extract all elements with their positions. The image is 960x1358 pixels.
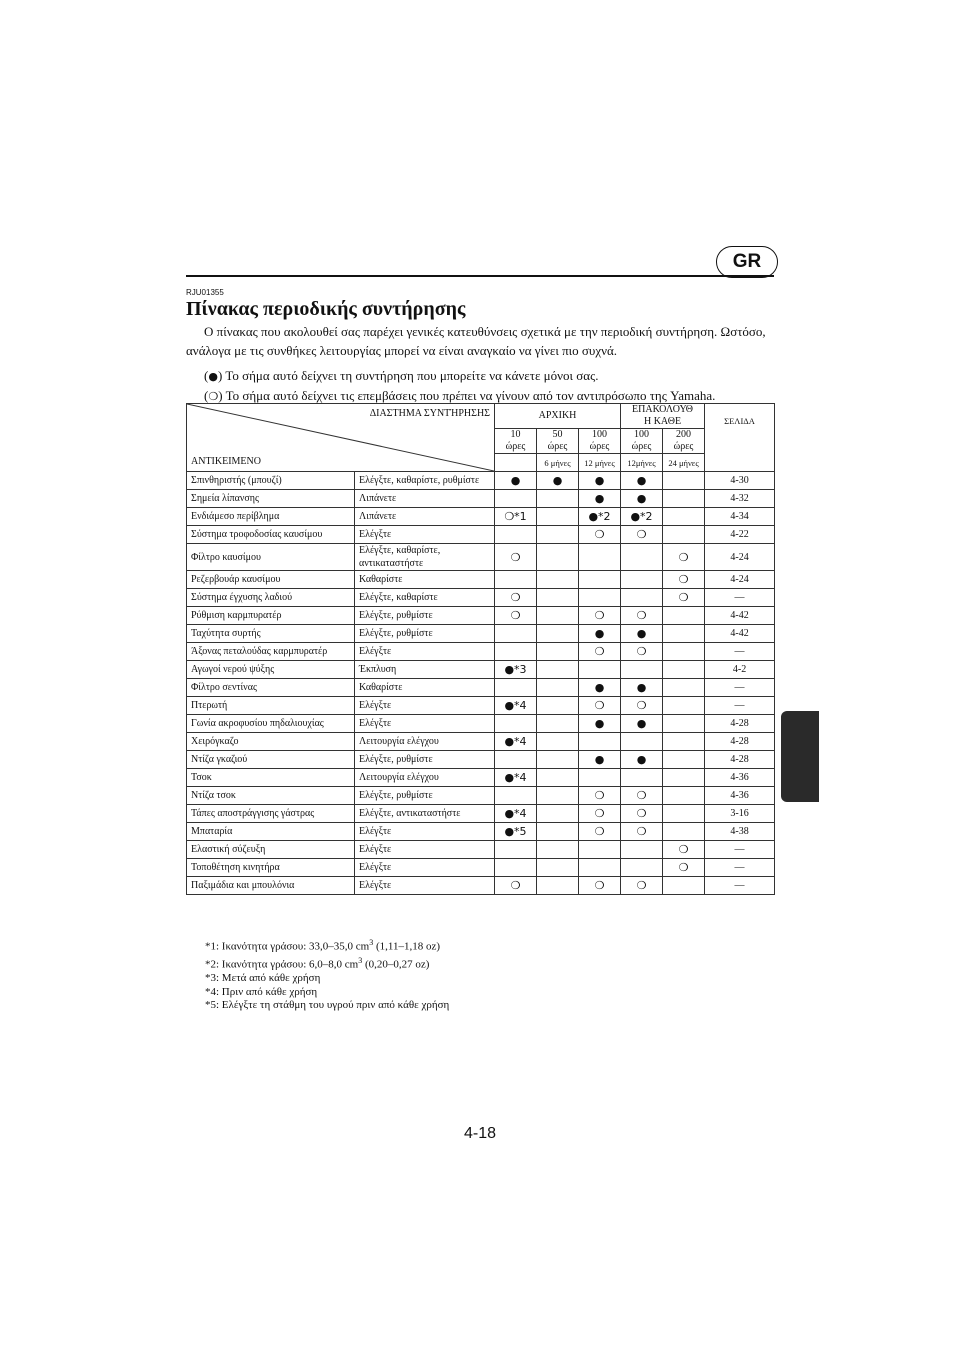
table-row: [187, 472, 775, 490]
interval-cell: ❍: [621, 805, 663, 823]
filled-circle-icon: ●: [208, 370, 218, 383]
row-page: 4-42: [705, 607, 775, 625]
interval-cell: [537, 571, 579, 589]
row-action: Λιπάνετε: [355, 508, 495, 526]
interval-cell: ❍: [495, 607, 537, 625]
interval-cell: [663, 805, 705, 823]
table-row: [187, 787, 775, 805]
section-tab: [781, 711, 819, 802]
row-action: Ελέγξτε, ρυθμίστε: [355, 607, 495, 625]
interval-cell: [537, 877, 579, 895]
interval-cell: [495, 571, 537, 589]
header-rule: [186, 275, 774, 277]
row-action: Ελέγξτε, καθαρίστε, αντικαταστήστε: [355, 544, 495, 571]
row-action: Ελέγξτε: [355, 841, 495, 859]
legend-filled: (●) Το σήμα αυτό δείχνει τη συντήρηση που μπορείτε να κάνετε μόνοι σας.: [204, 368, 599, 383]
row-item: Παξιμάδια και μπουλόνια: [187, 877, 355, 895]
interval-cell: ❍: [579, 823, 621, 841]
row-item: Σύστημα τροφοδοσίας καυσίμου: [187, 526, 355, 544]
interval-cell: [663, 715, 705, 733]
interval-cell: ●: [621, 490, 663, 508]
footnote-2: *2: Ικανότητα γράσου: 6,0–8,0 cm$^3$ (0,20–0,27 oz): [205, 956, 430, 971]
row-item: Ρύθμιση καρμπυρατέρ: [187, 607, 355, 625]
interval-cell: ❍: [621, 787, 663, 805]
interval-cell: [621, 661, 663, 679]
table-row: [187, 823, 775, 841]
interval-cell: [579, 769, 621, 787]
interval-cell: [537, 715, 579, 733]
interval-cell: [537, 607, 579, 625]
hours-header-1: 50 ώρες: [537, 429, 579, 454]
language-badge: GR: [716, 246, 778, 278]
row-page: 4-28: [705, 733, 775, 751]
row-item: Φίλτρο καυσίμου: [187, 544, 355, 571]
interval-cell: ❍: [579, 787, 621, 805]
months-header-1: 12 μήνες: [579, 454, 621, 472]
table-body: [187, 472, 775, 895]
row-page: 4-42: [705, 625, 775, 643]
interval-cell: ●: [579, 490, 621, 508]
interval-cell: [495, 625, 537, 643]
row-action: Ελέγξτε, ρυθμίστε: [355, 751, 495, 769]
interval-cell: [537, 508, 579, 526]
row-page: —: [705, 589, 775, 607]
interval-cell: [537, 589, 579, 607]
row-item: Τσοκ: [187, 769, 355, 787]
months-blank: [495, 454, 537, 472]
row-item: Τοποθέτηση κινητήρα: [187, 859, 355, 877]
group-every-line1: ΕΠΑΚΟΛΟΥΘ: [632, 404, 693, 415]
table-row: [187, 490, 775, 508]
footnote-1: *1: Ικανότητα γράσου: 33,0–35,0 cm$^3$ (1,11–1,18 oz): [205, 938, 441, 953]
interval-cell: [663, 769, 705, 787]
row-page: 4-30: [705, 472, 775, 490]
table-row: [187, 625, 775, 643]
interval-cell: [537, 823, 579, 841]
interval-cell: [663, 877, 705, 895]
interval-cell: [495, 859, 537, 877]
interval-cell: [663, 787, 705, 805]
interval-cell: [621, 733, 663, 751]
interval-cell: [537, 697, 579, 715]
interval-cell: ●*5: [495, 823, 537, 841]
row-action: Καθαρίστε: [355, 571, 495, 589]
interval-cell: ●*4: [495, 733, 537, 751]
interval-cell: [537, 787, 579, 805]
interval-cell: ●: [579, 625, 621, 643]
months-header-3: 24 μήνες: [663, 454, 705, 472]
group-initial: ΑΡΧΙΚΗ: [495, 404, 621, 429]
table-row: [187, 733, 775, 751]
interval-cell: [495, 643, 537, 661]
row-page: —: [705, 877, 775, 895]
row-page: —: [705, 841, 775, 859]
hours-header-0: 10 ώρες: [495, 429, 537, 454]
row-page: 4-38: [705, 823, 775, 841]
interval-cell: [579, 841, 621, 859]
interval-cell: ●*2: [621, 508, 663, 526]
table-row: [187, 877, 775, 895]
row-page: 4-24: [705, 544, 775, 571]
doc-code: RJU01355: [186, 288, 224, 297]
interval-cell: [621, 841, 663, 859]
table-row: [187, 571, 775, 589]
interval-cell: ❍: [663, 571, 705, 589]
interval-cell: ❍: [495, 877, 537, 895]
interval-cell: ❍: [663, 841, 705, 859]
row-item: Άξονας πεταλούδας καρμπυρατέρ: [187, 643, 355, 661]
header-row-1: [187, 404, 775, 429]
interval-cell: ●: [621, 625, 663, 643]
interval-cell: [621, 544, 663, 571]
row-page: 4-28: [705, 715, 775, 733]
table-row: [187, 841, 775, 859]
interval-cell: ❍: [621, 643, 663, 661]
row-item: Ελαστική σύζευξη: [187, 841, 355, 859]
row-action: Λιπάνετε: [355, 490, 495, 508]
row-item: Γωνία ακροφυσίου πηδαλιουχίας: [187, 715, 355, 733]
table-row: [187, 715, 775, 733]
interval-cell: ●: [579, 679, 621, 697]
row-action: Ελέγξτε: [355, 643, 495, 661]
row-page: 4-28: [705, 751, 775, 769]
interval-cell: [579, 661, 621, 679]
interval-cell: [537, 661, 579, 679]
interval-cell: ●: [621, 472, 663, 490]
interval-cell: ❍: [579, 526, 621, 544]
table-row: [187, 805, 775, 823]
interval-cell: ❍: [579, 697, 621, 715]
interval-cell: [537, 526, 579, 544]
row-item: Χειρόγκαζο: [187, 733, 355, 751]
interval-cell: ❍: [579, 805, 621, 823]
hours-header-3: 100 ώρες: [621, 429, 663, 454]
footnote-3: *3: Μετά από κάθε χρήση: [205, 972, 321, 985]
interval-cell: [537, 859, 579, 877]
interval-cell: [663, 751, 705, 769]
open-circle-icon: ❍: [208, 390, 219, 403]
row-item: Σημεία λίπανσης: [187, 490, 355, 508]
interval-cell: ❍: [495, 589, 537, 607]
interval-cell: ❍: [579, 643, 621, 661]
interval-cell: [579, 859, 621, 877]
page-header: ΣΕΛΙΔΑ: [705, 404, 775, 472]
row-page: —: [705, 643, 775, 661]
interval-cell: [663, 625, 705, 643]
interval-cell: ●: [621, 715, 663, 733]
table-row: [187, 859, 775, 877]
row-item: Φίλτρο σεντίνας: [187, 679, 355, 697]
row-item: Ταχύτητα συρτής: [187, 625, 355, 643]
interval-cell: [495, 715, 537, 733]
footnote-5: *5: Ελέγξτε τη στάθμη του υγρού πριν από κάθε χρήση: [205, 999, 450, 1012]
row-action: Καθαρίστε: [355, 679, 495, 697]
row-page: 4-32: [705, 490, 775, 508]
group-every: [621, 404, 705, 429]
interval-cell: [621, 571, 663, 589]
group-every-line2: Η ΚΑΘΕ: [643, 416, 682, 427]
legend-filled-text: Το σήμα αυτό δείχνει τη συντήρηση που μπορείτε να κάνετε μόνοι σας.: [225, 368, 599, 383]
legend-open: (❍) Το σήμα αυτό δείχνει τις επεμβάσεις που πρέπει να γίνουν από τον αντιπρόσωπο της Yamaha.: [204, 388, 716, 403]
row-item: Τάπες αποστράγγισης γάστρας: [187, 805, 355, 823]
interval-cell: [495, 679, 537, 697]
interval-cell: [579, 733, 621, 751]
interval-cell: ●*2: [579, 508, 621, 526]
interval-cell: [621, 769, 663, 787]
table-row: [187, 697, 775, 715]
interval-cell: [495, 490, 537, 508]
row-page: —: [705, 859, 775, 877]
interval-cell: [537, 490, 579, 508]
interval-cell: [537, 733, 579, 751]
row-action: Ελέγξτε: [355, 715, 495, 733]
table-row: [187, 751, 775, 769]
row-page: —: [705, 697, 775, 715]
row-item: Πτερωτή: [187, 697, 355, 715]
interval-cell: [663, 490, 705, 508]
interval-cell: ❍: [621, 877, 663, 895]
interval-cell: [537, 751, 579, 769]
row-page: 4-24: [705, 571, 775, 589]
row-page: 3-16: [705, 805, 775, 823]
maintenance-table: [186, 403, 775, 895]
item-label: ΑΝΤΙΚΕΙΜΕΝΟ: [191, 456, 261, 467]
table-row: [187, 643, 775, 661]
interval-cell: ❍: [621, 823, 663, 841]
intro-paragraph: Ο πίνακας που ακολουθεί σας παρέχει γενικές κατευθύνσεις σχετικά με την περιοδική συντήρηση. Ωστόσο, ανάλογα με τις συνθήκες λειτουργίας μπορεί να είναι αναγκαίο να γίνει πιο συχνά.: [186, 324, 766, 358]
months-header-2: 12μήνες: [621, 454, 663, 472]
interval-cell: ❍: [579, 877, 621, 895]
interval-cell: [537, 841, 579, 859]
row-item: Σύστημα έγχυσης λαδιού: [187, 589, 355, 607]
row-item: Σπινθηριστής (μπουζί): [187, 472, 355, 490]
interval-cell: [579, 544, 621, 571]
interval-cell: [495, 841, 537, 859]
interval-label: ΔΙΑΣΤΗΜΑ ΣΥΝΤΉΡΗΣΗΣ: [369, 408, 490, 419]
interval-cell: ●: [621, 679, 663, 697]
table-row: [187, 544, 775, 571]
table-row: [187, 526, 775, 544]
row-action: Λειτουργία ελέγχου: [355, 769, 495, 787]
interval-cell: [579, 589, 621, 607]
table-row: [187, 769, 775, 787]
interval-cell: [663, 643, 705, 661]
interval-cell: [663, 697, 705, 715]
row-action: Ελέγξτε: [355, 526, 495, 544]
interval-cell: [537, 769, 579, 787]
interval-cell: ●: [495, 472, 537, 490]
row-action: Ελέγξτε: [355, 859, 495, 877]
row-item: Αγωγοί νερού ψύξης: [187, 661, 355, 679]
legend-open-text: Το σήμα αυτό δείχνει τις επεμβάσεις που πρέπει να γίνουν από τον αντιπρόσωπο της Yamaha.: [225, 388, 716, 403]
table-row: [187, 661, 775, 679]
row-action: Ελέγξτε, καθαρίστε: [355, 589, 495, 607]
interval-cell: ❍: [621, 697, 663, 715]
interval-cell: [663, 526, 705, 544]
row-page: 4-2: [705, 661, 775, 679]
interval-cell: [663, 472, 705, 490]
interval-cell: ●: [537, 472, 579, 490]
row-page: —: [705, 679, 775, 697]
interval-cell: ❍: [621, 526, 663, 544]
interval-cell: [621, 859, 663, 877]
row-action: Ελέγξτε: [355, 823, 495, 841]
interval-cell: [663, 661, 705, 679]
row-action: Έκπλυση: [355, 661, 495, 679]
row-item: Ντίζα τσοκ: [187, 787, 355, 805]
interval-cell: [537, 805, 579, 823]
row-action: Ελέγξτε, ρυθμίστε: [355, 625, 495, 643]
interval-cell: ●*4: [495, 805, 537, 823]
interval-cell: ❍: [663, 544, 705, 571]
interval-cell: ●: [579, 715, 621, 733]
page-title: Πίνακας περιοδικής συντήρησης: [186, 298, 466, 320]
row-item: Ρεζερβουάρ καυσίμου: [187, 571, 355, 589]
page-number: 4-18: [463, 1125, 497, 1142]
interval-cell: ●: [621, 751, 663, 769]
row-page: 4-22: [705, 526, 775, 544]
row-item: Ενδιάμεσο περίβλημα: [187, 508, 355, 526]
interval-cell: ❍: [663, 859, 705, 877]
interval-cell: ●*3: [495, 661, 537, 679]
interval-cell: [495, 526, 537, 544]
table-row: [187, 679, 775, 697]
interval-cell: ❍: [495, 544, 537, 571]
interval-cell: [621, 589, 663, 607]
interval-cell: ●*4: [495, 697, 537, 715]
interval-cell: ❍*1: [495, 508, 537, 526]
intro: [186, 322, 774, 406]
footnotes: [205, 936, 449, 1013]
row-action: Ελέγξτε: [355, 877, 495, 895]
months-header-0: 6 μήνες: [537, 454, 579, 472]
table-row: [187, 508, 775, 526]
interval-cell: [495, 787, 537, 805]
row-action: Ελέγξτε, καθαρίστε, ρυθμίστε: [355, 472, 495, 490]
row-item: Μπαταρία: [187, 823, 355, 841]
corner-cell: [187, 404, 495, 472]
interval-cell: [663, 607, 705, 625]
footnote-4: *4: Πριν από κάθε χρήση: [205, 985, 318, 998]
interval-cell: [537, 544, 579, 571]
interval-cell: ●: [579, 472, 621, 490]
interval-cell: [537, 679, 579, 697]
interval-cell: ●: [579, 751, 621, 769]
interval-cell: [537, 625, 579, 643]
interval-cell: [663, 679, 705, 697]
table-row: [187, 607, 775, 625]
interval-cell: [663, 733, 705, 751]
row-action: Ελέγξτε, ρυθμίστε: [355, 787, 495, 805]
interval-cell: ❍: [579, 607, 621, 625]
interval-cell: [579, 571, 621, 589]
row-page: 4-34: [705, 508, 775, 526]
interval-cell: ●*4: [495, 769, 537, 787]
row-action: Ελέγξτε, αντικαταστήστε: [355, 805, 495, 823]
interval-cell: [663, 508, 705, 526]
interval-cell: ❍: [663, 589, 705, 607]
row-item: Ντίζα γκαζιού: [187, 751, 355, 769]
interval-cell: [663, 823, 705, 841]
interval-cell: [537, 643, 579, 661]
interval-cell: ❍: [621, 607, 663, 625]
interval-cell: [495, 751, 537, 769]
table-row: [187, 589, 775, 607]
row-page: 4-36: [705, 787, 775, 805]
hours-header-4: 200 ώρες: [663, 429, 705, 454]
hours-header-2: 100 ώρες: [579, 429, 621, 454]
row-page: 4-36: [705, 769, 775, 787]
row-action: Ελέγξτε: [355, 697, 495, 715]
row-action: Λειτουργία ελέγχου: [355, 733, 495, 751]
